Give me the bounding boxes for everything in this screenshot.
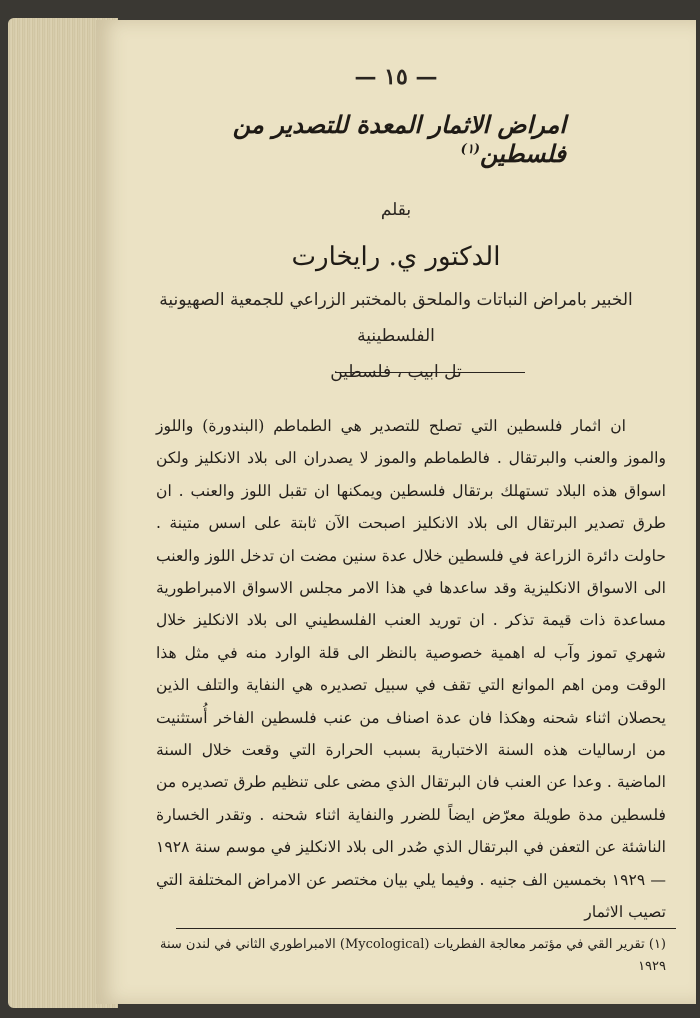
affiliation-location: تل ابيب ، فلسطين	[330, 362, 462, 382]
title-text: امراض الاثمار المعدة للتصدير من فلسطين	[232, 110, 566, 168]
title-footnote-marker: (١)	[460, 142, 480, 157]
page-number: — ١٥ —	[354, 64, 438, 90]
body-paragraph: ان اثمار فلسطين التي تصلح للتصدير هي الطماطم (البندورة) واللوز والموز والعنب والبرتقال . فالطماطم والموز لا يصدران الى بلاد الانكليز ولكن اسواق هذه البلاد تستهلك برتقال فلسطين ويمكنها ان تقبل اللوز والعنب . ان طرق تصدير البرتقال الى بلاد الانكليز اصبحت الآن ثابتة على اسس متينة . حاولت دائرة الزراعة في فلسطين خلال عدة سنين مضت ان تدخل اللوز والعنب الى الاسواق الانكليزية وقد ساعدها في هذا الامر مجلس الاسواق الامبراطورية مساعدة ذات قيمة تذكر . ان توريد العنب الفلسطيني الى بلاد الانكليز خلال شهري تموز وآب له اهمية خصوصية بالنظر الى قلة الوارد منه في مثل هذا الوقت ومن اهم الموانع التي تقف في سبيل تصديره هي النفاية والتلف الذين يحصلان اثناء شحنه وهكذا فان عدة اصناف من عنب فلسطين الفاخر أُستثنيت من ارساليات هذه السنة الاختبارية بسبب الحرارة التي وقعت خلال السنة الماضية . وعدا عن العنب فان البرتقال الذي مضى على تنظيم طرق تصديره من فلسطين مدة طويلة معرّض ايضاً للضرر والنفاية اثناء شحنه . وتقدر الخسارة الناشئة عن التعفن في البرتقال الذي صُدر الى بلاد الانكليز في موسم سنة ١٩٢٨ — ١٩٢٩ بخمسين الف جنيه . وفيما يلي بيان مختصر عن الامراض المختلفة التي تصيب الاثمار	[156, 417, 666, 922]
affiliation-line: الخبير بامراض النباتات والملحق بالمختبر الزراعي للجمعية الصهيونية الفلسطينية	[159, 290, 633, 346]
book-page	[96, 20, 696, 1004]
footnote-divider	[176, 928, 676, 929]
article-title	[146, 110, 566, 168]
author-name: الدكتور ي. رايخارت	[291, 242, 501, 272]
byline: بقلم	[380, 200, 412, 220]
article-body	[156, 410, 666, 929]
footnote: (١) تقرير القي في مؤتمر معالجة الفطريات (Mycological) الامبراطوري الثاني في لندن سنة ١٩٢٩	[159, 937, 666, 974]
author-affiliation	[156, 282, 636, 390]
section-divider	[335, 372, 525, 373]
